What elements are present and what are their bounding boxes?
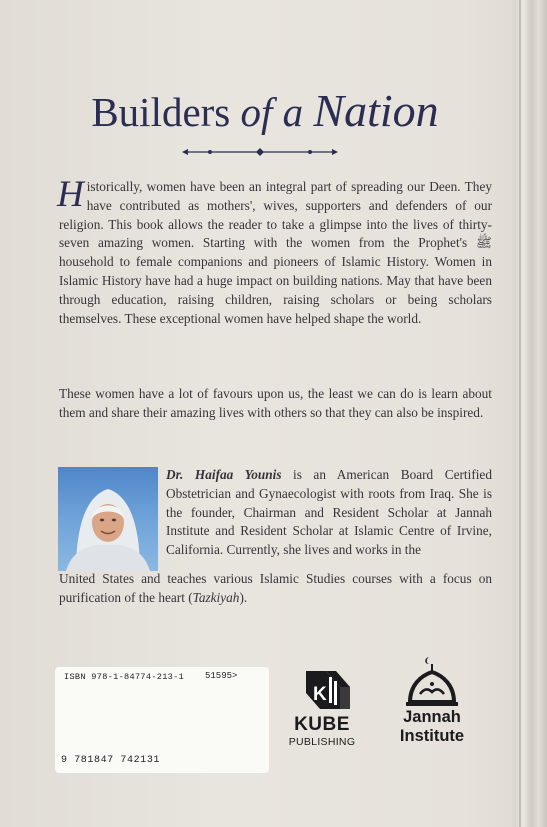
- ornament-divider-icon: [180, 144, 340, 160]
- title-part-of-a: of a: [240, 89, 314, 135]
- author-bio-end: ).: [239, 589, 248, 605]
- drop-cap: H: [57, 174, 84, 215]
- kube-logo-icon: [292, 667, 354, 713]
- barcode-addon-number: 51595>: [205, 671, 238, 681]
- author-bio-bottom: [59, 570, 492, 608]
- mosque-dome-icon: [402, 656, 462, 708]
- barcode-bars: [72, 682, 202, 754]
- tazkiyah-term: Tazkiyah: [192, 589, 240, 605]
- description-text-1: istorically, women have been an integral part of spreading our Deen. They have contributed as mothers', wives, supporters and defenders of our religion. This book allows the reader to take a glimpse into the lives of thirty-seven amazing women. Starting with the women from the Prophet's ﷺ household to female companions and pioneers of Islamic History. Women in Islamic History have had a huge impact on building nations. May that have been through education, raising children, raising scholars or being scholars themselves. These exceptional women have helped shape the world.: [59, 179, 492, 326]
- isbn-label: ISBN 978-1-84774-213-1: [64, 672, 185, 682]
- title-part-nation: Nation: [313, 85, 439, 136]
- institute-name-line2: Institute: [399, 727, 465, 745]
- institute-name-line1: Jannah: [403, 708, 461, 726]
- spine-crease: [519, 0, 521, 827]
- author-photo: [58, 467, 158, 571]
- description-paragraph-1: [57, 174, 492, 328]
- isbn-barcode-sticker: [55, 667, 269, 773]
- publisher-sub: PUBLISHING: [288, 736, 356, 748]
- kube-publishing-logo: [284, 667, 374, 757]
- description-paragraph-2: These women have a lot of favours upon us, the least we can do is learn about them and share their amazing lives with others so that they can also be inspired.: [59, 386, 492, 420]
- publisher-name: KUBE: [294, 714, 350, 735]
- jannah-institute-logo: [384, 656, 480, 756]
- title-part-builders: Builders: [91, 89, 241, 135]
- author-bio-text-2: United States and teaches various Islamic Studies courses with a focus on purification of the heart (: [59, 571, 492, 605]
- author-bio-top: [166, 466, 492, 560]
- author-portrait-icon: [58, 467, 158, 571]
- book-title: [30, 86, 500, 137]
- barcode-addon-bars: [206, 682, 260, 748]
- author-name: Dr. Haifaa Younis: [166, 467, 282, 482]
- author-bio-text: is an American Board Certified Obstetrician and Gynaecologist with roots from Iraq. She is the founder, Chairman and Resident Scholar at Jannah Institute and Resident Scholar at Islamic Centre of Irvine, California. Currently, she lives and works in the: [166, 467, 492, 558]
- barcode-number: 9 781847 742131: [61, 755, 161, 766]
- svg-text:K: K: [313, 684, 327, 705]
